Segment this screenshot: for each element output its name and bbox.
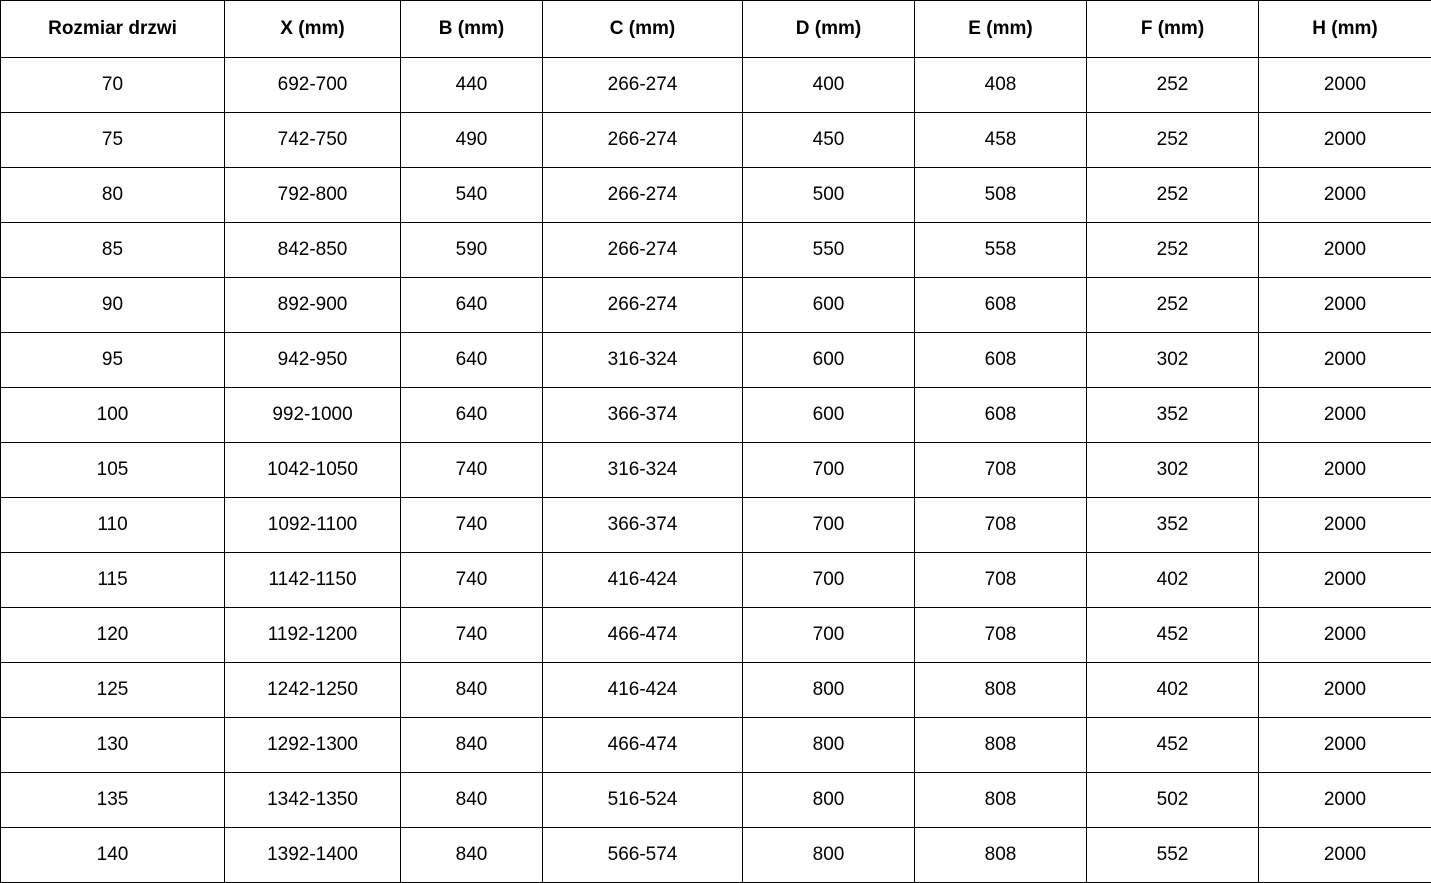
cell-b: 740	[401, 608, 543, 663]
cell-h: 2000	[1259, 553, 1431, 608]
cell-x: 1342-1350	[225, 773, 401, 828]
cell-f: 252	[1087, 58, 1259, 113]
cell-f: 552	[1087, 828, 1259, 883]
cell-x: 692-700	[225, 58, 401, 113]
cell-d: 700	[743, 553, 915, 608]
table-row	[1, 333, 1431, 388]
cell-c: 416-424	[543, 663, 743, 718]
cell-b: 440	[401, 58, 543, 113]
table-row	[1, 828, 1431, 883]
table-row	[1, 773, 1431, 828]
cell-rozmiar-drzwi: 100	[1, 388, 225, 443]
column-header-c: C (mm)	[543, 1, 743, 58]
cell-b: 840	[401, 828, 543, 883]
cell-e: 458	[915, 113, 1087, 168]
table-row	[1, 278, 1431, 333]
cell-d: 700	[743, 498, 915, 553]
cell-h: 2000	[1259, 773, 1431, 828]
cell-e: 808	[915, 718, 1087, 773]
cell-e: 708	[915, 608, 1087, 663]
cell-e: 808	[915, 828, 1087, 883]
cell-x: 792-800	[225, 168, 401, 223]
cell-b: 640	[401, 278, 543, 333]
cell-rozmiar-drzwi: 90	[1, 278, 225, 333]
cell-f: 252	[1087, 223, 1259, 278]
cell-b: 590	[401, 223, 543, 278]
cell-d: 800	[743, 773, 915, 828]
table-header	[1, 1, 1431, 58]
cell-x: 1092-1100	[225, 498, 401, 553]
cell-f: 502	[1087, 773, 1259, 828]
cell-d: 800	[743, 718, 915, 773]
cell-h: 2000	[1259, 663, 1431, 718]
cell-c: 316-324	[543, 333, 743, 388]
cell-f: 302	[1087, 443, 1259, 498]
cell-h: 2000	[1259, 113, 1431, 168]
cell-rozmiar-drzwi: 125	[1, 663, 225, 718]
cell-rozmiar-drzwi: 95	[1, 333, 225, 388]
cell-rozmiar-drzwi: 85	[1, 223, 225, 278]
cell-e: 808	[915, 663, 1087, 718]
cell-d: 700	[743, 608, 915, 663]
cell-x: 1142-1150	[225, 553, 401, 608]
cell-rozmiar-drzwi: 135	[1, 773, 225, 828]
cell-d: 500	[743, 168, 915, 223]
cell-x: 1242-1250	[225, 663, 401, 718]
cell-x: 1392-1400	[225, 828, 401, 883]
cell-f: 402	[1087, 553, 1259, 608]
cell-f: 452	[1087, 718, 1259, 773]
column-header-x: X (mm)	[225, 1, 401, 58]
cell-rozmiar-drzwi: 70	[1, 58, 225, 113]
cell-f: 252	[1087, 168, 1259, 223]
table-header-row	[1, 1, 1431, 58]
cell-c: 366-374	[543, 498, 743, 553]
column-header-b: B (mm)	[401, 1, 543, 58]
cell-c: 366-374	[543, 388, 743, 443]
cell-x: 992-1000	[225, 388, 401, 443]
cell-rozmiar-drzwi: 120	[1, 608, 225, 663]
cell-f: 252	[1087, 278, 1259, 333]
cell-h: 2000	[1259, 608, 1431, 663]
cell-c: 266-274	[543, 168, 743, 223]
cell-f: 302	[1087, 333, 1259, 388]
table-row	[1, 663, 1431, 718]
cell-e: 708	[915, 443, 1087, 498]
cell-c: 316-324	[543, 443, 743, 498]
cell-c: 566-574	[543, 828, 743, 883]
cell-d: 800	[743, 663, 915, 718]
table-row	[1, 553, 1431, 608]
cell-f: 252	[1087, 113, 1259, 168]
cell-c: 466-474	[543, 608, 743, 663]
cell-c: 266-274	[543, 113, 743, 168]
cell-h: 2000	[1259, 168, 1431, 223]
cell-rozmiar-drzwi: 80	[1, 168, 225, 223]
cell-e: 558	[915, 223, 1087, 278]
cell-b: 840	[401, 718, 543, 773]
cell-c: 466-474	[543, 718, 743, 773]
cell-h: 2000	[1259, 388, 1431, 443]
cell-rozmiar-drzwi: 105	[1, 443, 225, 498]
cell-d: 400	[743, 58, 915, 113]
table-row	[1, 498, 1431, 553]
cell-e: 608	[915, 333, 1087, 388]
cell-b: 640	[401, 333, 543, 388]
cell-b: 840	[401, 773, 543, 828]
cell-b: 490	[401, 113, 543, 168]
cell-rozmiar-drzwi: 140	[1, 828, 225, 883]
cell-b: 740	[401, 498, 543, 553]
cell-h: 2000	[1259, 718, 1431, 773]
table-row	[1, 113, 1431, 168]
table-row	[1, 718, 1431, 773]
cell-e: 708	[915, 498, 1087, 553]
cell-c: 266-274	[543, 58, 743, 113]
cell-d: 700	[743, 443, 915, 498]
cell-x: 1042-1050	[225, 443, 401, 498]
cell-e: 508	[915, 168, 1087, 223]
cell-x: 892-900	[225, 278, 401, 333]
cell-rozmiar-drzwi: 110	[1, 498, 225, 553]
cell-e: 408	[915, 58, 1087, 113]
cell-x: 742-750	[225, 113, 401, 168]
cell-d: 550	[743, 223, 915, 278]
cell-h: 2000	[1259, 828, 1431, 883]
cell-d: 600	[743, 388, 915, 443]
cell-e: 608	[915, 388, 1087, 443]
cell-e: 608	[915, 278, 1087, 333]
table-row	[1, 388, 1431, 443]
cell-f: 352	[1087, 498, 1259, 553]
cell-d: 600	[743, 278, 915, 333]
column-header-e: E (mm)	[915, 1, 1087, 58]
cell-c: 416-424	[543, 553, 743, 608]
cell-d: 800	[743, 828, 915, 883]
cell-h: 2000	[1259, 223, 1431, 278]
cell-c: 266-274	[543, 278, 743, 333]
table-row	[1, 443, 1431, 498]
cell-b: 640	[401, 388, 543, 443]
cell-x: 1292-1300	[225, 718, 401, 773]
cell-c: 266-274	[543, 223, 743, 278]
table-row	[1, 168, 1431, 223]
cell-rozmiar-drzwi: 75	[1, 113, 225, 168]
cell-e: 708	[915, 553, 1087, 608]
cell-rozmiar-drzwi: 115	[1, 553, 225, 608]
column-header-h: H (mm)	[1259, 1, 1431, 58]
table-row	[1, 58, 1431, 113]
cell-d: 600	[743, 333, 915, 388]
cell-x: 1192-1200	[225, 608, 401, 663]
cell-x: 842-850	[225, 223, 401, 278]
table-body	[1, 58, 1431, 883]
cell-c: 516-524	[543, 773, 743, 828]
cell-h: 2000	[1259, 278, 1431, 333]
cell-d: 450	[743, 113, 915, 168]
cell-h: 2000	[1259, 333, 1431, 388]
cell-h: 2000	[1259, 498, 1431, 553]
cell-h: 2000	[1259, 443, 1431, 498]
cell-h: 2000	[1259, 58, 1431, 113]
cell-rozmiar-drzwi: 130	[1, 718, 225, 773]
column-header-rozmiar-drzwi: Rozmiar drzwi	[1, 1, 225, 58]
column-header-f: F (mm)	[1087, 1, 1259, 58]
cell-x: 942-950	[225, 333, 401, 388]
cell-b: 740	[401, 553, 543, 608]
cell-e: 808	[915, 773, 1087, 828]
cell-b: 740	[401, 443, 543, 498]
column-header-d: D (mm)	[743, 1, 915, 58]
cell-b: 540	[401, 168, 543, 223]
cell-f: 402	[1087, 663, 1259, 718]
cell-f: 352	[1087, 388, 1259, 443]
table-row	[1, 223, 1431, 278]
cell-b: 840	[401, 663, 543, 718]
table-row	[1, 608, 1431, 663]
cell-f: 452	[1087, 608, 1259, 663]
